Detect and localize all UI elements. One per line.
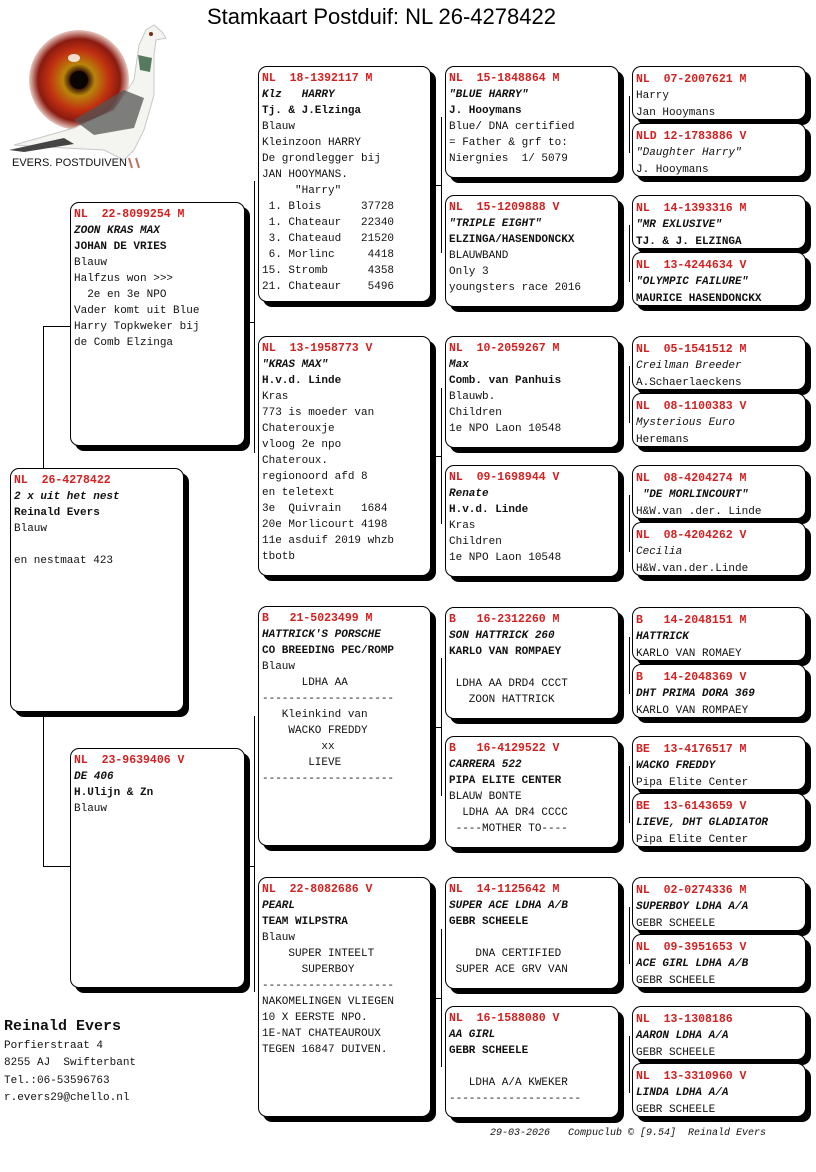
pigeon-name: Max	[449, 359, 469, 371]
ring-number: NL 15-1209888 V	[449, 201, 560, 214]
connector-line	[433, 727, 441, 728]
connector-line	[629, 495, 630, 552]
connector-line	[441, 929, 442, 1067]
pigeon-card-gen3[interactable]	[258, 66, 431, 302]
ring-number: NL 22-8099254 M	[74, 208, 185, 221]
info-line: Children	[449, 536, 502, 548]
ring-number: NL 10-2059267 M	[449, 342, 560, 355]
pigeon-with-eye-icon	[4, 10, 174, 170]
pigeon-name: Mysterious Euro	[636, 417, 736, 429]
connector-line	[433, 998, 441, 999]
info-line: de Comb Elzinga	[74, 337, 174, 349]
pigeon-card-gen5[interactable]	[632, 393, 806, 447]
connector-line	[246, 322, 254, 323]
info-line: SUPER INTEELT	[262, 948, 375, 960]
info-line: = Father & grf to:	[449, 137, 568, 149]
pigeon-name: HATTRICK'S PORSCHE	[262, 629, 381, 641]
ring-number: NL 09-3951653 V	[636, 941, 747, 954]
breeder: KARLO VAN ROMPAEY	[636, 705, 749, 717]
pigeon-card-subject[interactable]	[10, 468, 184, 712]
ring-number: NL 15-1848864 M	[449, 72, 560, 85]
breeder: Pipa Elite Center	[636, 834, 749, 846]
owner-postcode-city: 8255 AJ Swifterbant	[4, 1057, 137, 1069]
ring-number: B 14-2048151 M	[636, 614, 747, 627]
info-line: 21. Chateaur 5496	[262, 281, 395, 293]
info-line: Kras	[262, 391, 289, 403]
pigeon-card-gen5[interactable]	[632, 1006, 806, 1060]
ring-number: NL 09-1698944 V	[449, 471, 560, 484]
pigeon-card-gen5[interactable]	[632, 934, 806, 988]
info-line: 3. Chateaud 21520	[262, 233, 395, 245]
ring-number: NL 14-1393316 M	[636, 202, 747, 215]
breeder: ELZINGA/HASENDONCKX	[449, 234, 575, 246]
pigeon-name: SUPER ACE LDHA A/B	[449, 900, 568, 912]
ring-number: NL 13-1308186	[636, 1013, 733, 1026]
ring-number: NL 13-4244634 V	[636, 259, 747, 272]
ring-number: NL 02-0274336 M	[636, 884, 747, 897]
info-line: SUPER ACE GRV VAN	[449, 964, 568, 976]
info-line: LIEVE	[262, 757, 342, 769]
pigeon-card-gen5[interactable]	[632, 252, 806, 306]
logo-text: EVERS. POSTDUIVEN	[12, 157, 127, 169]
pigeon-card-gen4[interactable]	[445, 465, 619, 577]
breeder: GEBR SCHEELE	[449, 1045, 529, 1057]
pigeon-card-gen5[interactable]	[632, 195, 806, 249]
connector-line	[629, 907, 630, 964]
breeder: CO BREEDING PEC/ROMP	[262, 645, 395, 657]
info-line: Kleinzoon HARRY	[262, 137, 362, 149]
info-line: DNA CERTIFIED	[449, 948, 562, 960]
pigeon-card-gen5[interactable]	[632, 123, 806, 177]
pigeon-name: Creilman Breeder	[636, 360, 742, 372]
info-line: Blue/ DNA certified	[449, 121, 575, 133]
info-line	[449, 1059, 618, 1075]
info-line: ----MOTHER TO----	[449, 823, 568, 835]
ring-number: B 16-2312260 M	[449, 613, 560, 626]
info-line: Harry Topkweker bij	[74, 321, 200, 333]
info-line	[449, 930, 618, 946]
owner-address: Porfierstraat 4	[4, 1039, 104, 1052]
connector-line	[43, 712, 44, 866]
info-line: 15. Stromb 4358	[262, 265, 395, 277]
breeder: H.v.d. Linde	[262, 375, 342, 387]
info-line: youngsters race 2016	[449, 282, 582, 294]
pigeon-card-gen3[interactable]	[258, 336, 431, 576]
ring-number: NL 14-1125642 M	[449, 883, 560, 896]
breeder: A.Schaerlaeckens	[636, 377, 742, 389]
breeder: JOHAN DE VRIES	[74, 241, 167, 253]
ring-number: B 16-4129522 V	[449, 742, 560, 755]
pigeon-card-gen4[interactable]	[445, 66, 619, 178]
ring-number: NL 05-1541512 M	[636, 343, 747, 356]
pigeon-name: "BLUE HARRY"	[449, 89, 529, 101]
breeder: GEBR SCHEELE	[636, 1047, 716, 1059]
breeder: J. Hooymans	[449, 105, 522, 117]
info-line: 3e Quivrain 1684	[262, 503, 388, 515]
breeder: H.v.d. Linde	[449, 504, 529, 516]
pigeon-card-gen5[interactable]	[632, 1063, 806, 1117]
pigeon-name: 2 x uit het nest	[14, 491, 120, 503]
info-line: "Harry"	[262, 185, 342, 197]
info-line: 1E-NAT CHATEAUROUX	[262, 1028, 381, 1040]
info-line: Niergnies 1/ 5079	[449, 153, 568, 165]
info-line: Blauw	[262, 932, 296, 944]
info-line: vloog 2e npo	[262, 439, 342, 451]
pigeon-card-gen5[interactable]	[632, 465, 806, 519]
info-line: --------------------	[449, 1093, 582, 1105]
breeder: GEBR SCHEELE	[636, 1104, 716, 1116]
breeder: J. Hooymans	[636, 164, 709, 176]
ring-number: NL 07-2007621 M	[636, 73, 747, 86]
info-line: 773 is moeder van	[262, 407, 375, 419]
connector-line	[441, 388, 442, 524]
pigeon-card-gen5[interactable]	[632, 877, 806, 931]
info-line: 6. Morlinc 4418	[262, 249, 395, 261]
info-line: De grondlegger bij	[262, 153, 381, 165]
ring-number: NL 26-4278422	[14, 474, 111, 487]
pigeon-name: Klz HARRY	[262, 89, 335, 101]
pigeon-card-gen5[interactable]	[632, 336, 806, 390]
breeder: KARLO VAN ROMPAEY	[449, 646, 562, 658]
ring-number: NL 13-1958773 V	[262, 342, 373, 355]
info-line: BLAUW BONTE	[449, 791, 522, 803]
info-line: 1e NPO Laon 10548	[449, 552, 562, 564]
info-line: Blauw	[262, 121, 296, 133]
pigeon-card-gen4[interactable]	[445, 1006, 619, 1118]
breeder: Comb. van Panhuis	[449, 375, 562, 387]
connector-line	[254, 181, 255, 453]
info-line: Blauw	[262, 661, 296, 673]
pigeon-name: SON HATTRICK 260	[449, 630, 555, 642]
pigeon-card-gen4[interactable]	[445, 877, 619, 989]
pigeon-name: AA GIRL	[449, 1029, 496, 1041]
breeder: TEAM WILPSTRA	[262, 916, 348, 928]
pigeon-card-gen5[interactable]	[632, 736, 806, 790]
info-line: 20e Morlicourt 4198	[262, 519, 388, 531]
breeder: GEBR SCHEELE	[636, 918, 716, 930]
ring-number: NL 13-3310960 V	[636, 1070, 747, 1083]
connector-line	[629, 1036, 630, 1093]
info-line	[14, 537, 183, 553]
pigeon-name: ZOON KRAS MAX	[74, 225, 160, 237]
info-line: 1. Blois 37728	[262, 201, 395, 213]
info-line: WACKO FREDDY	[262, 725, 368, 737]
info-line: Blauw	[74, 803, 108, 815]
breeder: MAURICE HASENDONCKX	[636, 293, 762, 305]
ring-number: NL 08-4204274 M	[636, 472, 747, 485]
breeder: Jan Hooymans	[636, 107, 716, 119]
info-line: en nestmaat 423	[14, 555, 114, 567]
page-title: Stamkaart Postduif: NL 26-4278422	[207, 4, 556, 29]
ring-number: NL 22-8082686 V	[262, 883, 373, 896]
ring-number: NL 16-1588080 V	[449, 1012, 560, 1025]
pigeon-card-gen5[interactable]	[632, 607, 806, 661]
pigeon-name: LINDA LDHA A/A	[636, 1087, 729, 1099]
breeder: H.Ulijn & Zn	[74, 787, 154, 799]
info-line: Vader komt uit Blue	[74, 305, 200, 317]
breeder: Pipa Elite Center	[636, 777, 749, 789]
info-line: Only 3	[449, 266, 489, 278]
info-line: LDHA AA DR4 CCCC	[449, 807, 568, 819]
breeder: Reinald Evers	[14, 507, 100, 519]
info-line: NAKOMELINGEN VLIEGEN	[262, 996, 395, 1008]
info-line: 11e asduif 2019 whzb	[262, 535, 395, 547]
connector-line	[441, 658, 442, 796]
pigeon-name: "DE MORLINCOURT"	[636, 489, 749, 501]
ring-number: BE 13-6143659 V	[636, 800, 747, 813]
info-line: Blauw	[14, 523, 48, 535]
info-line: Blauw	[74, 257, 108, 269]
pigeon-card-gen3[interactable]	[258, 606, 431, 846]
ring-number: NLD 12-1783886 V	[636, 130, 747, 143]
info-line: --------------------	[262, 773, 395, 785]
pigeon-card-gen5[interactable]	[632, 664, 806, 718]
pigeon-card-gen5[interactable]	[632, 522, 806, 576]
info-line: ZOON HATTRICK	[449, 694, 555, 706]
breeder: PIPA ELITE CENTER	[449, 775, 562, 787]
ring-number: NL 18-1392117 M	[262, 72, 373, 85]
pigeon-card-gen5[interactable]	[632, 66, 806, 120]
info-line: tbotb	[262, 551, 296, 563]
ring-number: NL 23-9639406 V	[74, 754, 185, 767]
info-line: Blauwb.	[449, 391, 496, 403]
connector-line	[433, 185, 441, 186]
logo	[4, 10, 174, 175]
breeder: GEBR SCHEELE	[636, 975, 716, 987]
info-line: Halfzus won >>>	[74, 273, 174, 285]
pigeon-card-gen5[interactable]	[632, 793, 806, 847]
pigeon-card-mother[interactable]	[70, 748, 245, 988]
pigeon-card-gen4[interactable]	[445, 607, 619, 719]
info-line: SUPERBOY	[262, 964, 355, 976]
pigeon-name: Harry	[636, 90, 670, 102]
breeder: H&W.van.der.Linde	[636, 563, 749, 575]
pigeon-name: PEARL	[262, 900, 296, 912]
connector-line	[433, 456, 441, 457]
breeder: GEBR SCHEELE	[449, 916, 529, 928]
pigeon-name: "MR EXLUSIVE"	[636, 219, 722, 231]
info-line: regionoord afd 8	[262, 471, 368, 483]
ring-number: NL 08-4204262 V	[636, 529, 747, 542]
info-line: 1. Chateaur 22340	[262, 217, 395, 229]
info-line: --------------------	[262, 980, 395, 992]
info-line	[449, 660, 618, 676]
owner-phone: Tel.:06-53596763	[4, 1074, 110, 1087]
pigeon-name: DHT PRIMA DORA 369	[636, 688, 755, 700]
info-line: en teletext	[262, 487, 335, 499]
pigeon-name: DE 406	[74, 771, 114, 783]
connector-line	[441, 117, 442, 253]
info-line: Children	[449, 407, 502, 419]
pigeon-card-gen4[interactable]	[445, 195, 619, 307]
owner-info	[4, 1018, 136, 1108]
breeder: TJ. & J. ELZINGA	[636, 236, 742, 248]
pigeon-card-gen4[interactable]	[445, 736, 619, 848]
connector-line	[629, 766, 630, 823]
info-line: --------------------	[262, 693, 395, 705]
breeder: KARLO VAN ROMAEY	[636, 648, 742, 660]
breeder: Heremans	[636, 434, 689, 446]
info-line: Kleinkind van	[262, 709, 368, 721]
info-line: LDHA AA	[262, 677, 348, 689]
info-line: JAN HOOYMANS.	[262, 169, 348, 181]
connector-line	[43, 326, 71, 327]
ring-number: BE 13-4176517 M	[636, 743, 747, 756]
connector-line	[43, 326, 44, 468]
pigeon-name: "OLYMPIC FAILURE"	[636, 276, 749, 288]
info-line: Chaterouxje	[262, 423, 335, 435]
pigeon-name: ACE GIRL LDHA A/B	[636, 958, 749, 970]
ring-number: B 14-2048369 V	[636, 671, 747, 684]
info-line: TEGEN 16847 DUIVEN.	[262, 1044, 388, 1056]
connector-line	[629, 366, 630, 423]
pigeon-name: CARRERA 522	[449, 759, 522, 771]
connector-line	[629, 96, 630, 153]
pigeon-name: HATTRICK	[636, 631, 689, 643]
breeder: Tj. & J.Elzinga	[262, 105, 362, 117]
pigeon-card-father[interactable]	[70, 202, 245, 446]
info-line: LDHA A/A KWEKER	[449, 1077, 568, 1089]
ring-number: NL 08-1100383 V	[636, 400, 747, 413]
info-line: Kras	[449, 520, 476, 532]
info-line: 10 X EERSTE NPO.	[262, 1012, 368, 1024]
connector-line	[629, 225, 630, 282]
info-line: xx	[262, 741, 335, 753]
info-line: 2e en 3e NPO	[74, 289, 167, 301]
info-line: Chateroux.	[262, 455, 329, 467]
owner-name: Reinald Evers	[4, 1018, 122, 1035]
pigeon-name: "KRAS MAX"	[262, 359, 329, 371]
pigeon-name: Cecilia	[636, 546, 683, 558]
pigeon-name: "TRIPLE EIGHT"	[449, 218, 542, 230]
connector-line	[43, 866, 71, 867]
pigeon-card-gen4[interactable]	[445, 336, 619, 448]
footer-credits: 29-03-2026 Compuclub © [9.54] Reinald Evers	[490, 1128, 767, 1139]
pigeon-name: AARON LDHA A/A	[636, 1030, 729, 1042]
connector-line	[246, 866, 254, 867]
info-line: LDHA AA DRD4 CCCT	[449, 678, 568, 690]
pigeon-name: SUPERBOY LDHA A/A	[636, 901, 749, 913]
info-line: 1e NPO Laon 10548	[449, 423, 562, 435]
connector-line	[254, 716, 255, 992]
connector-line	[629, 637, 630, 694]
owner-email: r.evers29@chello.nl	[4, 1092, 130, 1104]
info-line: BLAUWBAND	[449, 250, 509, 262]
ring-number: B 21-5023499 M	[262, 612, 373, 625]
pigeon-name: WACKO FREDDY	[636, 760, 716, 772]
pigeon-name: Renate	[449, 488, 489, 500]
pigeon-name: LIEVE, DHT GLADIATOR	[636, 817, 769, 829]
breeder: H&W.van .der. Linde	[636, 506, 762, 518]
pigeon-name: "Daughter Harry"	[636, 147, 742, 159]
pigeon-card-gen3[interactable]	[258, 877, 431, 1117]
